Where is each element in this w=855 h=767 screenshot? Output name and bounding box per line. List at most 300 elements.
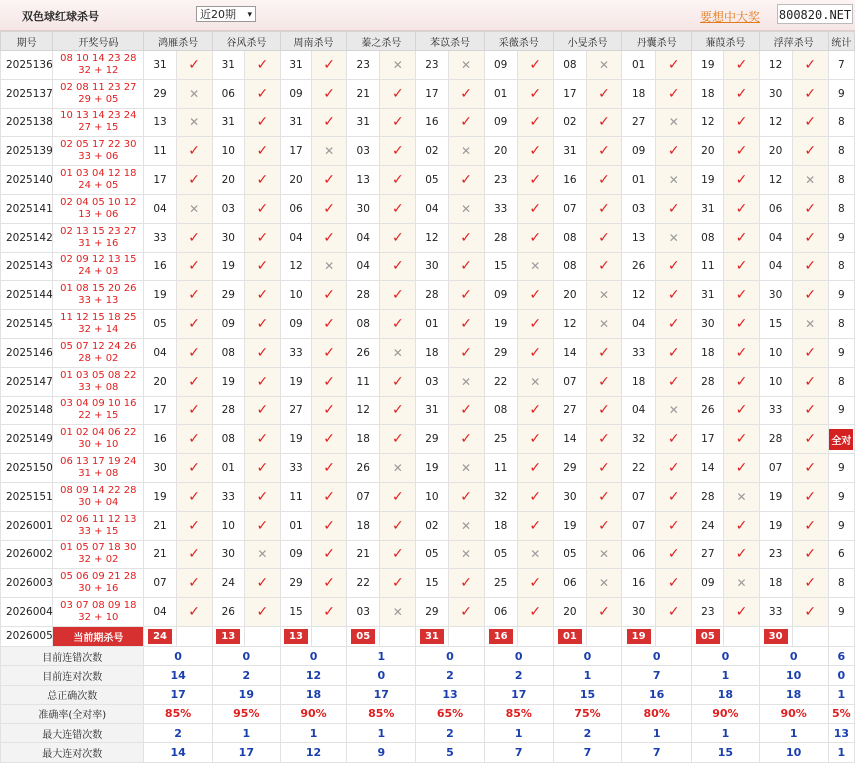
stats-value: 0 bbox=[692, 646, 759, 665]
check-icon: ✓ bbox=[244, 396, 280, 425]
check-icon: ✓ bbox=[586, 252, 621, 281]
check-icon: ✓ bbox=[244, 338, 280, 367]
pick-cell: 12 bbox=[416, 223, 448, 252]
pick-cell: 11 bbox=[144, 137, 176, 166]
draw-numbers: 01 08 15 20 26 bbox=[60, 283, 137, 295]
check-icon: ✓ bbox=[380, 252, 416, 281]
check-icon: ✓ bbox=[448, 598, 484, 627]
pick-cell: 06 bbox=[484, 598, 517, 627]
check-icon: ✓ bbox=[176, 454, 212, 483]
pick-cell: 01 bbox=[416, 310, 448, 339]
stats-value: 1 bbox=[212, 724, 280, 743]
promo-link[interactable]: 要想中大奖 bbox=[700, 10, 761, 24]
pick-cell: 07 bbox=[759, 454, 792, 483]
pick-cell: 09 bbox=[280, 79, 311, 108]
check-icon: ✓ bbox=[586, 223, 621, 252]
current-pick-cell bbox=[347, 626, 380, 646]
pick-cell: 06 bbox=[759, 194, 792, 223]
check-icon: ✓ bbox=[517, 137, 553, 166]
check-icon: ✓ bbox=[586, 482, 621, 511]
check-icon: ✓ bbox=[792, 367, 828, 396]
pick-cell: 33 bbox=[212, 482, 244, 511]
pick-cell: 14 bbox=[553, 338, 586, 367]
pick-cell: 19 bbox=[759, 511, 792, 540]
draw-numbers: 01 02 04 06 22 bbox=[60, 427, 137, 439]
pick-cell: 29 bbox=[280, 569, 311, 598]
table-row bbox=[1, 540, 855, 569]
pick-cell: 28 bbox=[347, 281, 380, 310]
period-cell: 2026001 bbox=[1, 511, 53, 540]
stat-cell: 9 bbox=[828, 454, 854, 483]
check-icon: ✓ bbox=[517, 281, 553, 310]
col-header-expert: 蓁之杀号 bbox=[347, 32, 416, 51]
check-icon: ✓ bbox=[176, 396, 212, 425]
cross-icon: ✕ bbox=[586, 569, 621, 598]
draw-numbers-tail: 33 + 15 bbox=[78, 525, 119, 537]
draw-numbers-tail: 29 + 05 bbox=[78, 93, 119, 105]
pick-cell: 21 bbox=[347, 79, 380, 108]
table-row bbox=[1, 51, 855, 80]
check-icon: ✓ bbox=[517, 511, 553, 540]
table-row bbox=[1, 281, 855, 310]
stats-value: 17 bbox=[144, 685, 212, 704]
pick-cell: 04 bbox=[622, 396, 656, 425]
period-cell: 2026005 bbox=[1, 626, 53, 646]
pick-cell: 18 bbox=[484, 511, 517, 540]
pick-cell: 09 bbox=[622, 137, 656, 166]
empty-cell bbox=[656, 626, 692, 646]
pick-cell: 19 bbox=[692, 51, 724, 80]
stats-value: 9 bbox=[347, 743, 416, 762]
draw-numbers-tail: 32 + 02 bbox=[78, 554, 119, 566]
period-cell: 2025151 bbox=[1, 482, 53, 511]
check-icon: ✓ bbox=[448, 108, 484, 137]
check-icon: ✓ bbox=[792, 511, 828, 540]
check-icon: ✓ bbox=[312, 79, 347, 108]
pick-cell: 28 bbox=[416, 281, 448, 310]
empty-cell bbox=[517, 626, 553, 646]
stats-value: 90% bbox=[692, 704, 759, 723]
site-badge: 800820.NET bbox=[777, 4, 853, 24]
pick-cell: 21 bbox=[347, 540, 380, 569]
pick-cell: 10 bbox=[280, 281, 311, 310]
stat-cell: 7 bbox=[828, 51, 854, 80]
current-pick-badge: 01 bbox=[558, 629, 582, 644]
stats-value: 1 bbox=[484, 724, 553, 743]
check-icon: ✓ bbox=[244, 166, 280, 195]
pick-cell: 01 bbox=[622, 51, 656, 80]
pick-cell: 19 bbox=[484, 310, 517, 339]
stats-value: 95% bbox=[212, 704, 280, 723]
cross-icon: ✕ bbox=[517, 367, 553, 396]
stats-value: 1 bbox=[692, 666, 759, 685]
period-select[interactable] bbox=[196, 6, 256, 22]
check-icon: ✓ bbox=[724, 338, 759, 367]
draw-numbers-tail: 24 + 03 bbox=[78, 266, 119, 278]
stats-value: 7 bbox=[622, 743, 692, 762]
cross-icon: ✕ bbox=[724, 569, 759, 598]
stats-value: 2 bbox=[144, 724, 212, 743]
pick-cell: 28 bbox=[759, 425, 792, 454]
draw-cell bbox=[53, 454, 144, 483]
stats-value: 85% bbox=[347, 704, 416, 723]
pick-cell: 05 bbox=[484, 540, 517, 569]
pick-cell: 09 bbox=[212, 310, 244, 339]
check-icon: ✓ bbox=[517, 166, 553, 195]
check-icon: ✓ bbox=[792, 425, 828, 454]
check-icon: ✓ bbox=[792, 252, 828, 281]
current-pick-cell bbox=[144, 626, 176, 646]
check-icon: ✓ bbox=[517, 396, 553, 425]
pick-cell: 13 bbox=[144, 108, 176, 137]
check-icon: ✓ bbox=[380, 137, 416, 166]
draw-cell bbox=[53, 367, 144, 396]
draw-cell bbox=[53, 194, 144, 223]
pick-cell: 25 bbox=[484, 569, 517, 598]
check-icon: ✓ bbox=[312, 511, 347, 540]
stats-value: 12 bbox=[280, 666, 346, 685]
check-icon: ✓ bbox=[244, 223, 280, 252]
check-icon: ✓ bbox=[656, 338, 692, 367]
check-icon: ✓ bbox=[448, 569, 484, 598]
check-icon: ✓ bbox=[244, 367, 280, 396]
check-icon: ✓ bbox=[517, 310, 553, 339]
draw-cell bbox=[53, 598, 144, 627]
pick-cell: 06 bbox=[553, 569, 586, 598]
pick-cell: 16 bbox=[553, 166, 586, 195]
check-icon: ✓ bbox=[586, 194, 621, 223]
check-icon: ✓ bbox=[312, 108, 347, 137]
pick-cell: 24 bbox=[692, 511, 724, 540]
check-icon: ✓ bbox=[724, 511, 759, 540]
check-icon: ✓ bbox=[312, 598, 347, 627]
check-icon: ✓ bbox=[792, 454, 828, 483]
check-icon: ✓ bbox=[792, 482, 828, 511]
stat-cell: 9 bbox=[828, 396, 854, 425]
pick-cell: 30 bbox=[212, 223, 244, 252]
pick-cell: 07 bbox=[622, 482, 656, 511]
pick-cell: 27 bbox=[622, 108, 656, 137]
page-title: 双色球红球杀号 bbox=[22, 10, 99, 23]
check-icon: ✓ bbox=[586, 454, 621, 483]
pick-cell: 04 bbox=[347, 223, 380, 252]
check-icon: ✓ bbox=[586, 396, 621, 425]
check-icon: ✓ bbox=[724, 598, 759, 627]
stats-value: 12 bbox=[280, 743, 346, 762]
pick-cell: 33 bbox=[759, 598, 792, 627]
check-icon: ✓ bbox=[244, 310, 280, 339]
check-icon: ✓ bbox=[724, 166, 759, 195]
stat-cell: 9 bbox=[828, 79, 854, 108]
col-header-expert: 蒹葭杀号 bbox=[692, 32, 759, 51]
pick-cell: 04 bbox=[416, 194, 448, 223]
pick-cell: 07 bbox=[553, 367, 586, 396]
stats-value: 10 bbox=[759, 666, 828, 685]
pick-cell: 07 bbox=[553, 194, 586, 223]
stats-value: 16 bbox=[622, 685, 692, 704]
empty-cell bbox=[586, 626, 621, 646]
check-icon: ✓ bbox=[244, 108, 280, 137]
pick-cell: 30 bbox=[144, 454, 176, 483]
stats-value: 65% bbox=[416, 704, 484, 723]
pick-cell: 29 bbox=[553, 454, 586, 483]
check-icon: ✓ bbox=[448, 252, 484, 281]
top-bar bbox=[0, 0, 855, 31]
pick-cell: 08 bbox=[212, 338, 244, 367]
col-header-expert: 丹囊杀号 bbox=[622, 32, 692, 51]
check-icon: ✓ bbox=[656, 569, 692, 598]
pick-cell: 16 bbox=[622, 569, 656, 598]
stats-value: 2 bbox=[416, 666, 484, 685]
pick-cell: 01 bbox=[484, 79, 517, 108]
draw-numbers: 05 06 09 21 28 bbox=[60, 571, 137, 583]
pick-cell: 02 bbox=[553, 108, 586, 137]
stats-value: 0 bbox=[347, 666, 416, 685]
check-icon: ✓ bbox=[176, 166, 212, 195]
table-row bbox=[1, 367, 855, 396]
pick-cell: 05 bbox=[144, 310, 176, 339]
pick-cell: 10 bbox=[212, 137, 244, 166]
table-row bbox=[1, 223, 855, 252]
check-icon: ✓ bbox=[380, 511, 416, 540]
table-row bbox=[1, 396, 855, 425]
check-icon: ✓ bbox=[380, 223, 416, 252]
stats-value: 1 bbox=[347, 724, 416, 743]
pick-cell: 15 bbox=[484, 252, 517, 281]
pick-cell: 06 bbox=[622, 540, 656, 569]
stats-row bbox=[1, 666, 855, 685]
pick-cell: 29 bbox=[416, 425, 448, 454]
pick-cell: 32 bbox=[622, 425, 656, 454]
check-icon: ✓ bbox=[724, 223, 759, 252]
check-icon: ✓ bbox=[380, 367, 416, 396]
stats-value: 15 bbox=[692, 743, 759, 762]
pick-cell: 20 bbox=[553, 598, 586, 627]
pick-cell: 17 bbox=[280, 137, 311, 166]
pick-cell: 12 bbox=[553, 310, 586, 339]
pick-cell: 17 bbox=[692, 425, 724, 454]
pick-cell: 22 bbox=[347, 569, 380, 598]
stats-value: 7 bbox=[484, 743, 553, 762]
pick-cell: 18 bbox=[692, 79, 724, 108]
period-cell: 2025139 bbox=[1, 137, 53, 166]
pick-cell: 04 bbox=[280, 223, 311, 252]
check-icon: ✓ bbox=[656, 137, 692, 166]
check-icon: ✓ bbox=[312, 338, 347, 367]
cross-icon: ✕ bbox=[586, 51, 621, 80]
stats-row bbox=[1, 704, 855, 723]
check-icon: ✓ bbox=[656, 425, 692, 454]
check-icon: ✓ bbox=[586, 108, 621, 137]
check-icon: ✓ bbox=[244, 425, 280, 454]
stats-row bbox=[1, 743, 855, 762]
cross-icon: ✕ bbox=[656, 166, 692, 195]
pick-cell: 26 bbox=[692, 396, 724, 425]
check-icon: ✓ bbox=[176, 137, 212, 166]
pick-cell: 18 bbox=[622, 79, 656, 108]
period-cell: 2025149 bbox=[1, 425, 53, 454]
check-icon: ✓ bbox=[312, 482, 347, 511]
draw-numbers-tail: 31 + 08 bbox=[78, 468, 119, 480]
pick-cell: 29 bbox=[144, 79, 176, 108]
col-header-period: 期号 bbox=[1, 32, 53, 51]
current-pick-cell bbox=[759, 626, 792, 646]
pick-cell: 28 bbox=[692, 482, 724, 511]
check-icon: ✓ bbox=[586, 79, 621, 108]
pick-cell: 26 bbox=[212, 598, 244, 627]
draw-cell bbox=[53, 511, 144, 540]
stats-value: 0 bbox=[280, 646, 346, 665]
pick-cell: 04 bbox=[144, 194, 176, 223]
pick-cell: 09 bbox=[280, 540, 311, 569]
draw-cell bbox=[53, 540, 144, 569]
draw-cell bbox=[53, 166, 144, 195]
pick-cell: 16 bbox=[144, 425, 176, 454]
check-icon: ✓ bbox=[792, 540, 828, 569]
check-icon: ✓ bbox=[656, 540, 692, 569]
check-icon: ✓ bbox=[448, 79, 484, 108]
cross-icon: ✕ bbox=[244, 540, 280, 569]
check-icon: ✓ bbox=[517, 569, 553, 598]
check-icon: ✓ bbox=[792, 569, 828, 598]
pick-cell: 03 bbox=[347, 137, 380, 166]
col-header-expert: 浮萍杀号 bbox=[759, 32, 828, 51]
stats-value: 0 bbox=[759, 646, 828, 665]
pick-cell: 20 bbox=[692, 137, 724, 166]
pick-cell: 21 bbox=[144, 511, 176, 540]
pick-cell: 30 bbox=[212, 540, 244, 569]
check-icon: ✓ bbox=[244, 137, 280, 166]
pick-cell: 19 bbox=[692, 166, 724, 195]
pick-cell: 28 bbox=[692, 367, 724, 396]
pick-cell: 33 bbox=[144, 223, 176, 252]
check-icon: ✓ bbox=[792, 137, 828, 166]
draw-cell bbox=[53, 310, 144, 339]
stats-label: 最大连错次数 bbox=[1, 724, 144, 743]
check-icon: ✓ bbox=[312, 396, 347, 425]
cross-icon: ✕ bbox=[448, 194, 484, 223]
current-pick-cell bbox=[280, 626, 311, 646]
pick-cell: 31 bbox=[212, 108, 244, 137]
pick-cell: 12 bbox=[622, 281, 656, 310]
stats-total: 0 bbox=[828, 666, 854, 685]
table-row bbox=[1, 425, 855, 454]
check-icon: ✓ bbox=[176, 367, 212, 396]
pick-cell: 19 bbox=[280, 367, 311, 396]
cross-icon: ✕ bbox=[517, 252, 553, 281]
check-icon: ✓ bbox=[312, 569, 347, 598]
period-cell: 2026002 bbox=[1, 540, 53, 569]
pick-cell: 10 bbox=[759, 338, 792, 367]
pick-cell: 09 bbox=[280, 310, 311, 339]
check-icon: ✓ bbox=[517, 79, 553, 108]
draw-numbers-tail: 22 + 15 bbox=[78, 410, 119, 422]
check-icon: ✓ bbox=[586, 367, 621, 396]
pick-cell: 22 bbox=[484, 367, 517, 396]
pick-cell: 03 bbox=[347, 598, 380, 627]
period-select-value: 近20期 bbox=[200, 8, 236, 21]
stat-cell: 8 bbox=[828, 108, 854, 137]
table-row bbox=[1, 310, 855, 339]
current-pick-cell bbox=[484, 626, 517, 646]
draw-numbers-tail: 30 + 04 bbox=[78, 496, 119, 508]
stat-cell: 9 bbox=[828, 511, 854, 540]
pick-cell: 26 bbox=[347, 338, 380, 367]
stats-value: 18 bbox=[759, 685, 828, 704]
pick-cell: 20 bbox=[212, 166, 244, 195]
current-pick-cell bbox=[553, 626, 586, 646]
check-icon: ✓ bbox=[586, 137, 621, 166]
check-icon: ✓ bbox=[380, 540, 416, 569]
pick-cell: 16 bbox=[144, 252, 176, 281]
check-icon: ✓ bbox=[176, 338, 212, 367]
pick-cell: 19 bbox=[416, 454, 448, 483]
pick-cell: 29 bbox=[484, 338, 517, 367]
pick-cell: 10 bbox=[416, 482, 448, 511]
pick-cell: 23 bbox=[692, 598, 724, 627]
cross-icon: ✕ bbox=[586, 310, 621, 339]
col-header-stat: 统计 bbox=[828, 32, 854, 51]
pick-cell: 25 bbox=[484, 425, 517, 454]
pick-cell: 29 bbox=[212, 281, 244, 310]
col-header-expert: 小旻杀号 bbox=[553, 32, 621, 51]
stats-value: 17 bbox=[347, 685, 416, 704]
pick-cell: 20 bbox=[484, 137, 517, 166]
check-icon: ✓ bbox=[517, 425, 553, 454]
check-icon: ✓ bbox=[244, 482, 280, 511]
stats-row bbox=[1, 724, 855, 743]
check-icon: ✓ bbox=[448, 425, 484, 454]
check-icon: ✓ bbox=[176, 598, 212, 627]
stats-value: 0 bbox=[416, 646, 484, 665]
stats-label: 最大连对次数 bbox=[1, 743, 144, 762]
check-icon: ✓ bbox=[656, 598, 692, 627]
stats-value: 0 bbox=[553, 646, 621, 665]
check-icon: ✓ bbox=[724, 310, 759, 339]
check-icon: ✓ bbox=[176, 482, 212, 511]
stats-label: 目前连错次数 bbox=[1, 646, 144, 665]
check-icon: ✓ bbox=[380, 194, 416, 223]
draw-numbers: 01 03 05 08 22 bbox=[60, 369, 137, 381]
current-pick-cell bbox=[622, 626, 656, 646]
check-icon: ✓ bbox=[176, 281, 212, 310]
draw-cell bbox=[53, 281, 144, 310]
pick-cell: 01 bbox=[280, 511, 311, 540]
stats-total: 1 bbox=[828, 743, 854, 762]
check-icon: ✓ bbox=[586, 166, 621, 195]
draw-numbers-tail: 32 + 14 bbox=[78, 324, 119, 336]
pick-cell: 10 bbox=[212, 511, 244, 540]
table-row bbox=[1, 166, 855, 195]
current-pick-badge: 19 bbox=[627, 629, 651, 644]
check-icon: ✓ bbox=[724, 281, 759, 310]
draw-numbers-tail: 33 + 13 bbox=[78, 295, 119, 307]
current-pick-cell bbox=[212, 626, 244, 646]
draw-numbers: 05 07 12 24 26 bbox=[60, 340, 137, 352]
col-header-expert: 苯苡杀号 bbox=[416, 32, 484, 51]
check-icon: ✓ bbox=[380, 108, 416, 137]
check-icon: ✓ bbox=[586, 425, 621, 454]
check-icon: ✓ bbox=[724, 540, 759, 569]
pick-cell: 23 bbox=[484, 166, 517, 195]
draw-numbers-tail: 32 + 10 bbox=[78, 612, 119, 624]
cross-icon: ✕ bbox=[448, 511, 484, 540]
pick-cell: 11 bbox=[692, 252, 724, 281]
check-icon: ✓ bbox=[792, 598, 828, 627]
stat-cell: 9 bbox=[828, 598, 854, 627]
stats-value: 85% bbox=[484, 704, 553, 723]
pick-cell: 28 bbox=[484, 223, 517, 252]
